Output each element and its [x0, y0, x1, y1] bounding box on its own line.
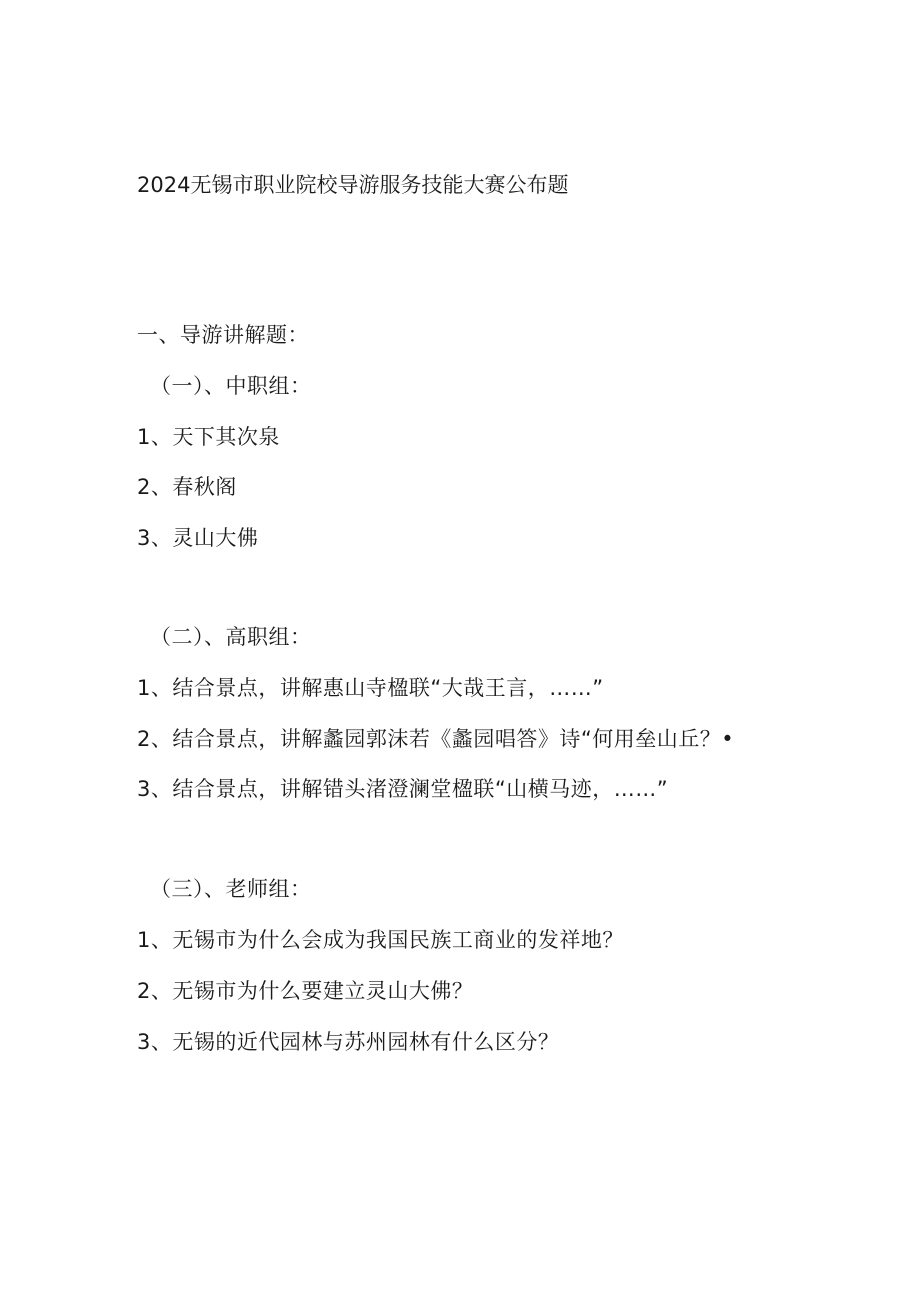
list-item: 1、无锡市为什么会成为我国民族工商业的发祥地？	[137, 928, 624, 952]
list-item: 2、无锡市为什么要建立灵山大佛？	[137, 979, 474, 1003]
document-title: 2024无锡市职业院校导游服务技能大赛公布题	[137, 173, 569, 197]
group-heading-teachers: （三）、老师组：	[150, 877, 312, 901]
group-heading-higher-vocational: （二）、高职组：	[150, 625, 312, 649]
list-item: 1、天下其次泉	[137, 425, 280, 449]
section-heading-guide-explanation: 一、导游讲解题：	[137, 323, 309, 347]
list-item: 3、无锡的近代园林与苏州园林有什么区分？	[137, 1030, 560, 1054]
list-item: 1、结合景点，讲解惠山寺楹联“大哉王言，……”	[137, 676, 604, 700]
list-item: 3、灵山大佛	[137, 526, 259, 550]
list-item: 3、结合景点，讲解错头渚澄澜堂楹联“山横马迹，……”	[137, 777, 669, 801]
list-item: 2、春秋阁	[137, 475, 237, 499]
list-item: 2、结合景点，讲解蠡园郭沫若《蠡园唱答》诗“何用垒山丘？•	[137, 727, 735, 751]
group-heading-secondary-vocational: （一）、中职组：	[150, 374, 312, 398]
